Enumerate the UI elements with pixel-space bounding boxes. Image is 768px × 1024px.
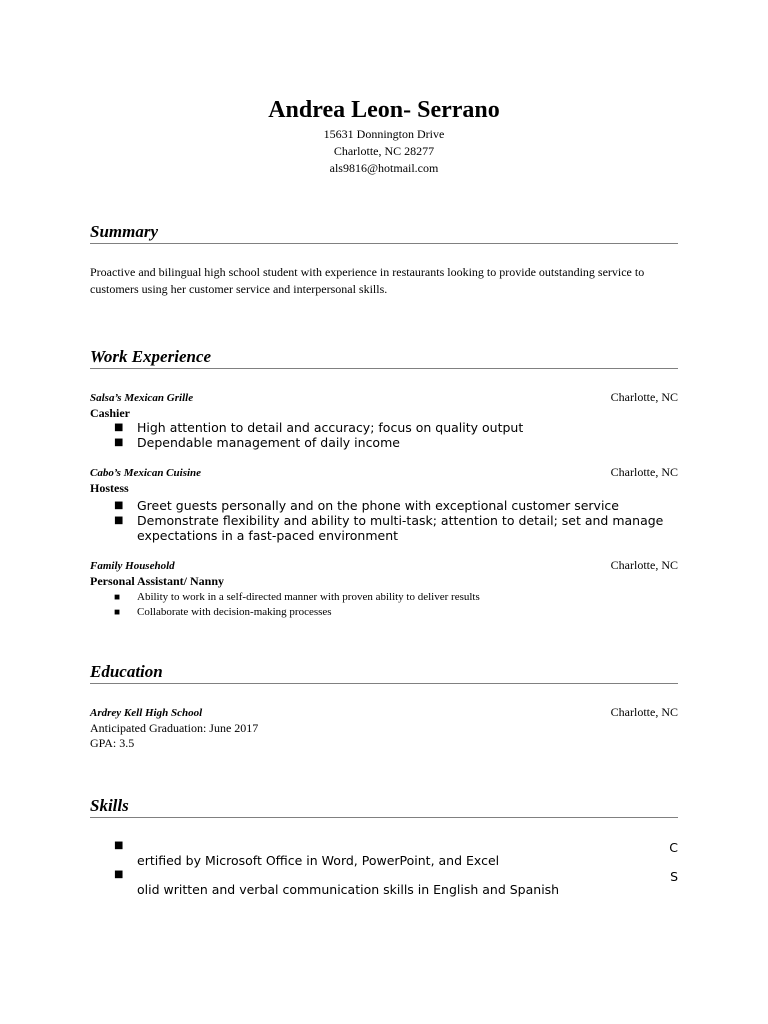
school-location: Charlotte, NC — [610, 705, 678, 719]
skills-list — [90, 840, 678, 898]
job-location: Charlotte, NC — [610, 390, 678, 404]
bullet-icon: ■ — [114, 592, 121, 603]
job-role: Cashier — [90, 406, 130, 420]
list-item: ■ Ability to work in a self-directed manner with proven ability to deliver results — [114, 591, 480, 603]
skill-initial: S — [670, 869, 678, 884]
list-item: ■ Dependable management of daily income — [114, 435, 400, 450]
address-line-1: 15631 Donnington Drive — [323, 127, 445, 141]
graduation-date: Anticipated Graduation: June 2017 — [90, 721, 259, 735]
education-section — [90, 661, 678, 751]
list-item — [90, 840, 678, 869]
list-item: ■ Greet guests personally and on the phone with exceptional customer service — [114, 498, 619, 513]
employer-name: Cabo’s Mexican Cuisine — [90, 467, 202, 479]
bullet-icon: ■ — [114, 515, 124, 526]
job-entry — [90, 390, 678, 450]
skills-section — [90, 795, 678, 898]
job-entry — [90, 465, 678, 543]
job-location: Charlotte, NC — [610, 465, 678, 479]
job-bullets — [90, 498, 678, 543]
address-line-2: Charlotte, NC 28277 — [333, 144, 435, 158]
skill-text: olid written and verbal communication skills in English and Spanish — [137, 882, 560, 897]
candidate-name: Andrea Leon- Serrano — [268, 97, 500, 123]
work-experience-heading: Work Experience — [90, 346, 678, 369]
bullet-icon: ■ — [114, 607, 121, 618]
job-role: Hostess — [90, 481, 129, 495]
list-item: ■ Demonstrate flexibility and ability to multi-task; attention to detail; set and manage expectations in a fast-paced environment — [114, 513, 664, 543]
summary-section — [90, 221, 678, 298]
list-item — [90, 869, 678, 898]
skill-initial: C — [669, 840, 678, 855]
job-location: Charlotte, NC — [610, 558, 678, 572]
summary-text: Proactive and bilingual high school student with experience in restaurants looking to provide outstanding service to customers using her customer service and interpersonal skills. — [90, 265, 645, 296]
employer-name: Family Household — [90, 560, 175, 572]
bullet-icon: ■ — [114, 840, 124, 851]
skill-text: ertified by Microsoft Office in Word, PowerPoint, and Excel — [137, 853, 500, 868]
summary-heading: Summary — [90, 221, 678, 244]
job-role: Personal Assistant/ Nanny — [90, 574, 225, 588]
education-heading: Education — [90, 661, 678, 684]
work-experience-section — [90, 346, 678, 620]
job-bullets — [90, 420, 678, 450]
bullet-icon: ■ — [114, 500, 124, 511]
education-entry — [90, 705, 678, 751]
job-entry — [90, 558, 678, 620]
employer-name: Salsa’s Mexican Grille — [90, 392, 194, 404]
resume-page — [90, 0, 678, 1024]
skills-heading: Skills — [90, 795, 678, 818]
gpa: GPA: 3.5 — [90, 736, 135, 750]
bullet-icon: ■ — [114, 437, 124, 448]
list-item: ■ High attention to detail and accuracy; focus on quality output — [114, 420, 524, 435]
bullet-icon: ■ — [114, 422, 124, 433]
contact-block — [90, 126, 678, 177]
bullet-icon: ■ — [114, 869, 124, 880]
list-item: ■ Collaborate with decision-making processes — [114, 606, 332, 618]
resume-header — [90, 96, 678, 177]
email-address: als9816@hotmail.com — [329, 161, 439, 175]
job-bullets — [90, 590, 678, 620]
school-name: Ardrey Kell High School — [90, 707, 203, 719]
